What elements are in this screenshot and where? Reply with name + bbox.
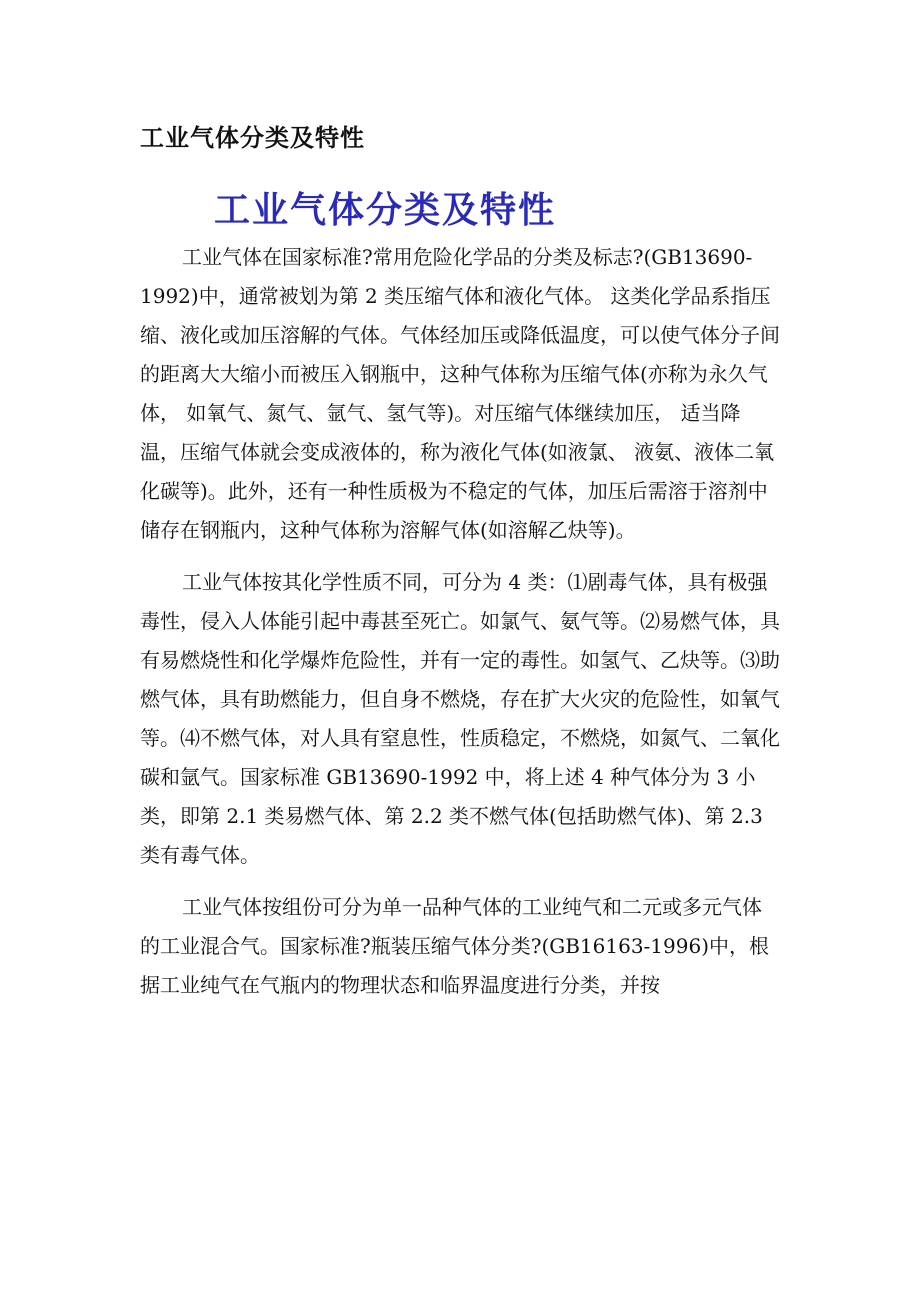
paragraph-chemical-classification: 工业气体按其化学性质不同，可分为 4 类：⑴剧毒气体，具有极强毒性，侵入人体能引起中毒甚至死亡。如氯气、氨气等。⑵易燃气体，具有易燃烧性和化学爆炸危险性，并有一定的毒性。如氢气、乙炔等。⑶助燃气体，具有助燃能力，但自身不燃烧，存在扩大火灾的危险性，如氧气等。⑷不燃气体，对人具有窒息性，性质稳定，不燃烧，如氮气、二氧化碳和氩气。国家标准 GB13690-1992 中，将上述 4 种气体分为 3 小类，即第 2.1 类易燃气体、第 2.2 类不燃气体(包括助燃气体)、第 2.3 类有毒气体。 (140, 570, 780, 867)
document-body (140, 238, 780, 1005)
document-title: 工业气体分类及特性 (214, 190, 557, 231)
document-header: 工业气体分类及特性 (140, 124, 365, 152)
paragraph-compressed-gases: 工业气体在国家标准?常用危险化学品的分类及标志?(GB13690-1992)中，通常被划为第 2 类压缩气体和液化气体。 这类化学品系指压缩、液化或加压溶解的气体。气体经加压或降低温度，可以使气体分子间的距离大大缩小而被压入钢瓶中，这种气体称为压缩气体(亦称为永久气体， 如氧气、氮气、氩气、氢气等)。对压缩气体继续加压， 适当降温，压缩气体就会变成液体的，称为液化气体(如液氯、 液氨、液体二氧化碳等)。此外，还有一种性质极为不稳定的气体，加压后需溶于溶剂中储存在钢瓶内，这种气体称为溶解气体(如溶解乙炔等)。 (140, 245, 780, 542)
paragraph-composition-classification: 工业气体按组份可分为单一品种气体的工业纯气和二元或多元气体的工业混合气。国家标准?瓶装压缩气体分类?(GB16163-1996)中，根据工业纯气在气瓶内的物理状态和临界温度进行分类，并按 (140, 895, 770, 997)
